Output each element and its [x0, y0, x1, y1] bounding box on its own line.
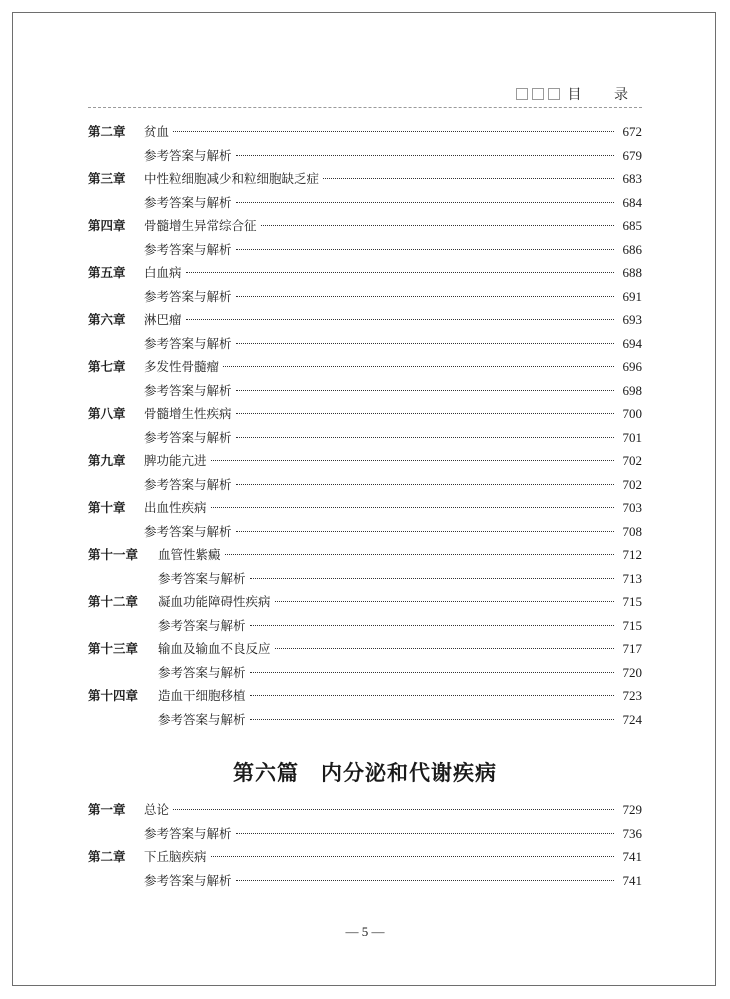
dot-leader — [236, 413, 614, 414]
title-line — [144, 475, 642, 495]
page-ref: 741 — [622, 872, 642, 888]
subentry-title: 参考答案与解析 — [144, 872, 232, 888]
page-ref: 672 — [622, 124, 642, 139]
title-line — [158, 639, 642, 659]
title-line — [144, 310, 642, 330]
dot-leader — [236, 343, 614, 344]
chapter-number: 第六章 — [88, 312, 126, 327]
title-line — [144, 381, 642, 401]
subentry-title: 参考答案与解析 — [144, 241, 232, 257]
page-ref: 724 — [622, 711, 642, 727]
title-line — [144, 169, 642, 189]
title-line — [144, 146, 642, 166]
title-line — [144, 522, 642, 542]
subentry-title: 参考答案与解析 — [144, 335, 232, 351]
chapter-number: 第五章 — [88, 265, 126, 280]
chapter-title: 多发性骨髓瘤 — [144, 359, 220, 374]
subentry-title: 参考答案与解析 — [158, 711, 246, 727]
page-ref: 684 — [622, 194, 642, 210]
subentry-title: 参考答案与解析 — [144, 429, 232, 445]
chapter-title: 中性粒细胞减少和粒细胞缺乏症 — [144, 171, 320, 186]
dot-leader — [236, 833, 614, 834]
chapter-title: 凝血功能障碍性疾病 — [158, 594, 271, 609]
toc-subentry-row[interactable] — [88, 334, 642, 354]
toc-chapter-row[interactable] — [88, 686, 642, 706]
chapter-number: 第十章 — [88, 500, 126, 515]
dot-leader — [236, 296, 614, 297]
dot-leader — [211, 460, 614, 461]
running-title: 目 录 — [567, 87, 642, 103]
dot-leader — [173, 131, 614, 132]
page-ref: 696 — [622, 359, 642, 374]
subentry-title: 参考答案与解析 — [144, 147, 232, 163]
chapter-number: 第一章 — [88, 802, 126, 817]
dot-leader — [236, 880, 614, 881]
chapter-number: 第十一章 — [88, 547, 139, 562]
title-line — [158, 545, 642, 565]
chapter-number: 第十二章 — [88, 594, 139, 609]
toc-chapter-row[interactable] — [88, 545, 642, 565]
subentry-title: 参考答案与解析 — [144, 382, 232, 398]
toc-chapter-row[interactable] — [88, 310, 642, 330]
toc-subentry-row[interactable] — [88, 824, 642, 844]
page-ref: 723 — [622, 688, 642, 703]
box-ornament-icon — [532, 88, 544, 100]
running-head — [516, 84, 642, 104]
subentry-title: 参考答案与解析 — [158, 664, 246, 680]
page-ref: 694 — [622, 335, 642, 351]
toc-subentry-row[interactable] — [88, 146, 642, 166]
toc-chapter-row[interactable] — [88, 216, 642, 236]
dot-leader — [211, 507, 614, 508]
dot-leader — [275, 601, 614, 602]
chapter-title: 贫血 — [144, 124, 170, 139]
toc-subentry-row[interactable] — [88, 287, 642, 307]
page-ref: 715 — [622, 594, 642, 609]
chapter-number: 第九章 — [88, 453, 126, 468]
title-line — [144, 287, 642, 307]
chapter-title: 骨髓增生性疾病 — [144, 406, 232, 421]
chapter-number: 第三章 — [88, 171, 126, 186]
toc-chapter-row[interactable] — [88, 263, 642, 283]
title-line — [144, 216, 642, 236]
title-line — [144, 451, 642, 471]
dot-leader — [236, 531, 614, 532]
subentry-title: 参考答案与解析 — [158, 617, 246, 633]
page-ref: 700 — [622, 406, 642, 421]
toc-subentry-row[interactable] — [88, 428, 642, 448]
page-ref: 691 — [622, 288, 642, 304]
dot-leader — [223, 366, 614, 367]
dot-leader — [261, 225, 614, 226]
dot-leader — [250, 672, 614, 673]
subentry-title: 参考答案与解析 — [144, 476, 232, 492]
page-ref: 685 — [622, 218, 642, 233]
chapter-title: 骨髓增生异常综合征 — [144, 218, 257, 233]
chapter-title: 淋巴瘤 — [144, 312, 182, 327]
header-divider — [88, 107, 642, 108]
chapter-number: 第八章 — [88, 406, 126, 421]
page-ref: 712 — [622, 547, 642, 562]
title-line — [144, 800, 642, 820]
toc-subentry-row[interactable] — [88, 193, 642, 213]
toc-chapter-row[interactable] — [88, 592, 642, 612]
chapter-number: 第二章 — [88, 124, 126, 139]
title-line — [144, 847, 642, 867]
dot-leader — [225, 554, 614, 555]
page-ref: 693 — [622, 312, 642, 327]
box-ornament-icon — [516, 88, 528, 100]
subentry-title: 参考答案与解析 — [144, 288, 232, 304]
toc-chapter-row[interactable] — [88, 169, 642, 189]
subentry-title: 参考答案与解析 — [144, 523, 232, 539]
toc-chapter-row[interactable] — [88, 451, 642, 471]
chapter-number: 第二章 — [88, 849, 126, 864]
part-title: 第六篇 内分泌和代谢疾病 — [233, 760, 497, 785]
page-ref: 741 — [622, 849, 642, 864]
title-line — [144, 193, 642, 213]
dot-leader — [250, 578, 614, 579]
page-ref: 702 — [622, 453, 642, 468]
chapter-title: 总论 — [144, 802, 170, 817]
toc-chapter-row[interactable] — [88, 639, 642, 659]
toc-subentry-row[interactable] — [88, 569, 642, 589]
toc-subentry-row[interactable] — [88, 710, 642, 730]
page-number: — 5 — — [345, 924, 385, 939]
page-ref: 701 — [622, 429, 642, 445]
dot-leader — [173, 809, 614, 810]
dot-leader — [236, 437, 614, 438]
chapter-title: 出血性疾病 — [144, 500, 207, 515]
page-ref: 683 — [622, 171, 642, 186]
subentry-title: 参考答案与解析 — [158, 570, 246, 586]
dot-leader — [236, 484, 614, 485]
box-ornament-icon — [548, 88, 560, 100]
dot-leader — [250, 695, 614, 696]
dot-leader — [186, 272, 614, 273]
title-line — [144, 428, 642, 448]
toc-chapter-row[interactable] — [88, 800, 642, 820]
dot-leader — [275, 648, 614, 649]
dot-leader — [236, 249, 614, 250]
title-line — [144, 240, 642, 260]
dot-leader — [186, 319, 614, 320]
chapter-title: 造血干细胞移植 — [158, 688, 246, 703]
page-ref: 720 — [622, 664, 642, 680]
chapter-number: 第四章 — [88, 218, 126, 233]
dot-leader — [236, 202, 614, 203]
toc-subentry-row[interactable] — [88, 240, 642, 260]
subentry-title: 参考答案与解析 — [144, 825, 232, 841]
toc-chapter-row[interactable] — [88, 122, 642, 142]
page-ref: 736 — [622, 825, 642, 841]
toc-subentry-row[interactable] — [88, 663, 642, 683]
dot-leader — [250, 625, 614, 626]
dot-leader — [236, 390, 614, 391]
chapter-title: 下丘脑疾病 — [144, 849, 207, 864]
toc-subentry-row[interactable] — [88, 475, 642, 495]
title-line — [144, 404, 642, 424]
page-ref: 686 — [622, 241, 642, 257]
dot-leader — [211, 856, 614, 857]
dot-leader — [250, 719, 614, 720]
toc-chapter-row[interactable] — [88, 357, 642, 377]
page-ref: 717 — [622, 641, 642, 656]
title-line — [144, 498, 642, 518]
page-ref: 708 — [622, 523, 642, 539]
page-ref: 713 — [622, 570, 642, 586]
title-line — [144, 263, 642, 283]
title-line — [158, 710, 642, 730]
title-line — [144, 334, 642, 354]
chapter-number: 第十四章 — [88, 688, 139, 703]
toc-chapter-row[interactable] — [88, 847, 642, 867]
dot-leader — [236, 155, 614, 156]
chapter-number: 第十三章 — [88, 641, 139, 656]
page-ref: 715 — [622, 617, 642, 633]
toc-chapter-row[interactable] — [88, 404, 642, 424]
page-ref: 729 — [622, 802, 642, 817]
toc-chapter-row[interactable] — [88, 498, 642, 518]
dot-leader — [323, 178, 614, 179]
title-line — [144, 824, 642, 844]
title-line — [144, 357, 642, 377]
title-line — [144, 871, 642, 891]
chapter-title: 白血病 — [144, 265, 182, 280]
toc-subentry-row[interactable] — [88, 871, 642, 891]
title-line — [158, 686, 642, 706]
subentry-title: 参考答案与解析 — [144, 194, 232, 210]
chapter-title: 输血及输血不良反应 — [158, 641, 271, 656]
page-ref: 702 — [622, 476, 642, 492]
page-ref: 698 — [622, 382, 642, 398]
page-ref: 688 — [622, 265, 642, 280]
toc-subentry-row[interactable] — [88, 381, 642, 401]
chapter-title: 血管性紫癜 — [158, 547, 221, 562]
chapter-number: 第七章 — [88, 359, 126, 374]
toc-subentry-row[interactable] — [88, 522, 642, 542]
page-ref: 679 — [622, 147, 642, 163]
title-line — [158, 569, 642, 589]
toc-subentry-row[interactable] — [88, 616, 642, 636]
title-line — [158, 616, 642, 636]
title-line — [144, 122, 642, 142]
title-line — [158, 663, 642, 683]
chapter-title: 脾功能亢进 — [144, 453, 207, 468]
page-ref: 703 — [622, 500, 642, 515]
title-line — [158, 592, 642, 612]
